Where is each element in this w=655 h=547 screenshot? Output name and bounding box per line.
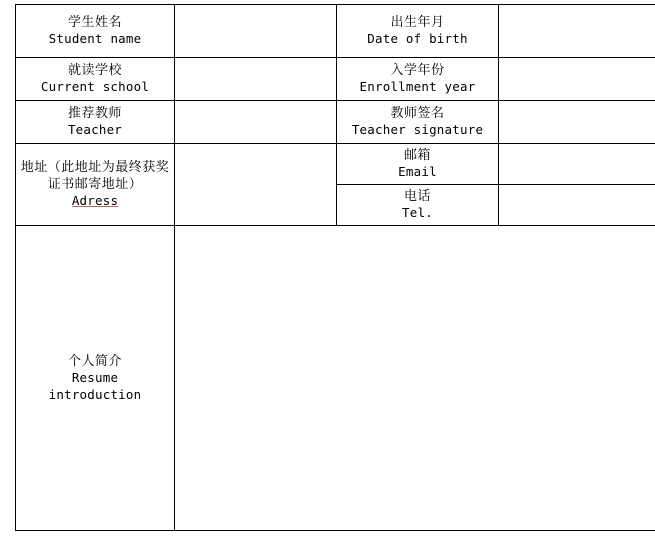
label-tel: [337, 185, 499, 226]
label-enrollment-year-cn: 入学年份: [340, 62, 495, 79]
label-current-school-cn: 就读学校: [19, 62, 171, 79]
field-teacher[interactable]: [175, 101, 337, 144]
label-date-of-birth: [337, 5, 499, 58]
label-teacher-signature-en: Teacher signature: [340, 122, 495, 139]
label-enrollment-year-en: Enrollment year: [340, 79, 495, 96]
label-address-cn: 地址（此地址为最终获奖证书邮寄地址）: [19, 159, 171, 193]
field-email[interactable]: [499, 144, 655, 185]
label-tel-en: Tel.: [340, 205, 495, 222]
label-teacher: [16, 101, 175, 144]
field-address[interactable]: [175, 144, 337, 226]
label-teacher-cn: 推荐教师: [19, 105, 171, 122]
field-enrollment-year[interactable]: [499, 58, 655, 101]
label-teacher-signature: [337, 101, 499, 144]
label-address-en: Adress: [19, 193, 171, 210]
field-teacher-signature[interactable]: [499, 101, 655, 144]
label-current-school: [16, 58, 175, 101]
label-email-en: Email: [340, 164, 495, 181]
label-teacher-en: Teacher: [19, 122, 171, 139]
label-date-of-birth-cn: 出生年月: [340, 14, 495, 31]
table-row-address-email: [16, 144, 655, 185]
label-current-school-en: Current school: [19, 79, 171, 96]
applicant-information-table: [15, 4, 655, 531]
label-resume-en-line1: Resume: [19, 370, 171, 387]
table-row-teacher: [16, 101, 655, 144]
table-row-current-school: [16, 58, 655, 101]
table-row-student-name: [16, 5, 655, 58]
table-row-resume: [16, 226, 655, 531]
label-teacher-signature-cn: 教师签名: [340, 105, 495, 122]
label-student-name-en: Student name: [19, 31, 171, 48]
label-date-of-birth-en: Date of birth: [340, 31, 495, 48]
label-resume-cn: 个人简介: [19, 353, 171, 370]
label-student-name-cn: 学生姓名: [19, 14, 171, 31]
label-resume: [16, 226, 175, 531]
field-current-school[interactable]: [175, 58, 337, 101]
label-tel-cn: 电话: [340, 188, 495, 205]
field-student-name[interactable]: [175, 5, 337, 58]
field-resume[interactable]: [175, 226, 655, 531]
label-address: [16, 144, 175, 226]
label-enrollment-year: [337, 58, 499, 101]
label-email-cn: 邮箱: [340, 147, 495, 164]
label-email: [337, 144, 499, 185]
field-tel[interactable]: [499, 185, 655, 226]
document-page: [0, 4, 655, 547]
label-resume-en-line2: introduction: [19, 387, 171, 404]
label-student-name: [16, 5, 175, 58]
field-date-of-birth[interactable]: [499, 5, 655, 58]
